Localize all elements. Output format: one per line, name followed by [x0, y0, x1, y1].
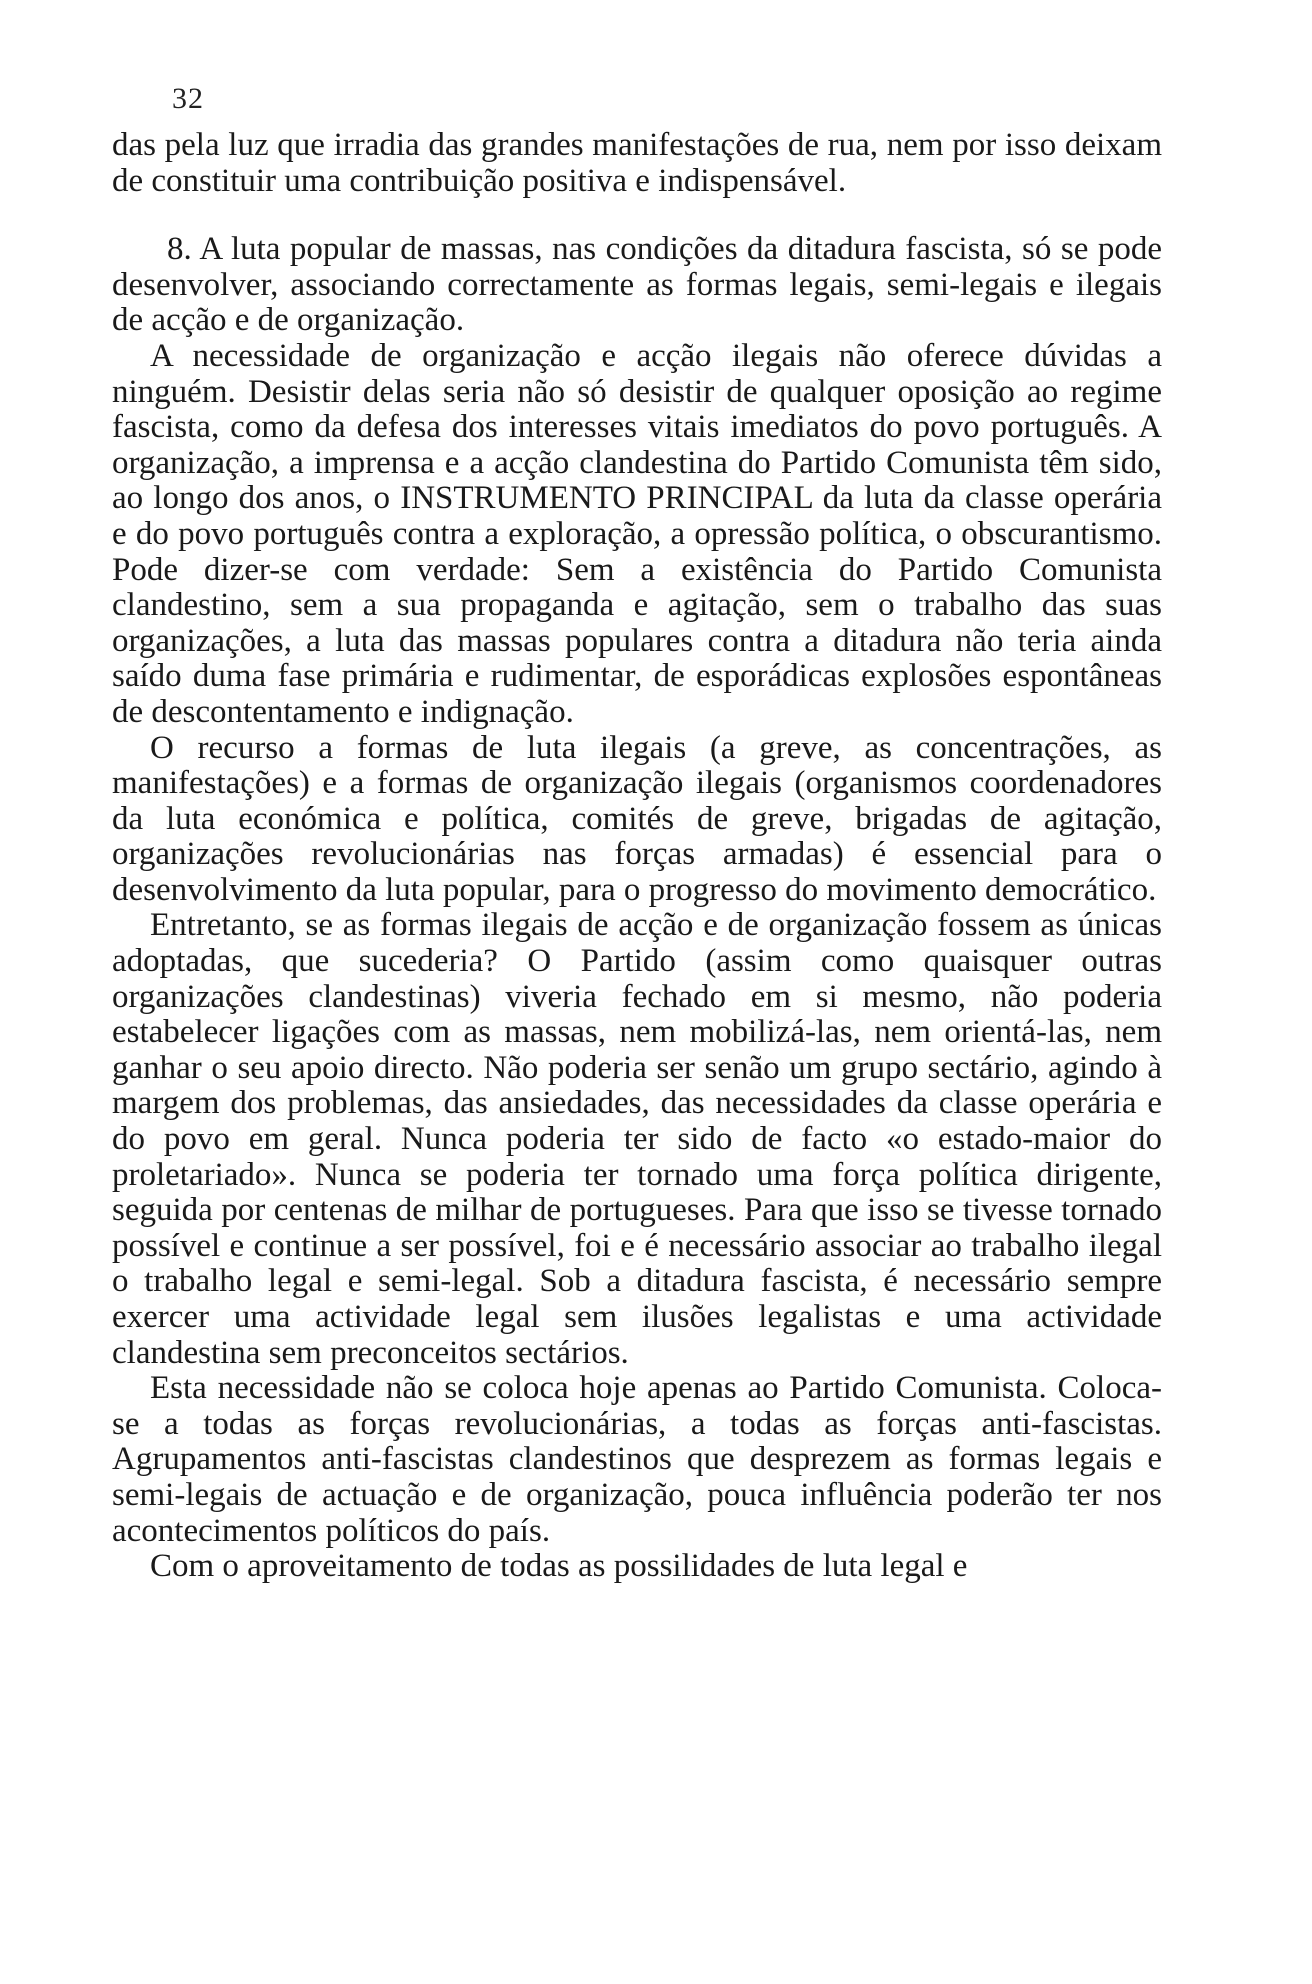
paragraph-section-8: 8. A luta popular de massas, nas condições da ditadura fascista, só se pode desenvolver, associando correctamente as formas legais, semi-legais e ilegais de acção e de organização.: [112, 231, 1162, 339]
paragraph-continuation: das pela luz que irradia das grandes manifestações de rua, nem por isso deixam de constituir uma contribuição positiva e indispensável.: [112, 127, 1162, 199]
paragraph-necessity: Esta necessidade não se coloca hoje apenas ao Partido Comunista. Coloca-se a todas as forças revolucionárias, a todas as forças anti-fascistas. Agrupamentos anti-fascistas clandestinos que desprezem as formas legais e semi-legais de actuação e de organização, pouca influência poderão ter nos acontecimentos políticos do país.: [112, 1370, 1162, 1549]
body-text: [112, 128, 1162, 1585]
paragraph-however: Entretanto, se as formas ilegais de acção e de organização fossem as únicas adoptadas, que sucederia? O Partido (assim como quaisquer outras organizações clandestinas) viveria fechado em si mesmo, não poderia estabelecer ligações com as massas, nem mobilizá-las, nem orientá-las, nem ganhar o seu apoio directo. Não poderia ser senão um grupo sectário, agindo à margem dos problemas, das ansiedades, das necessidades da classe operária e do povo em geral. Nunca poderia ter sido de facto «o estado-maior do proletariado». Nunca se poderia ter tornado uma força política dirigente, seguida por centenas de milhar de portugueses. Para que isso se tivesse tornado possível e continue a ser possível, foi e é necessário associar ao trabalho ilegal o trabalho legal e semi-legal. Sob a ditadura fascista, é necessário sempre exercer uma actividade legal sem ilusões legalistas e uma actividade clandestina sem preconceitos sectários.: [112, 907, 1162, 1371]
paragraph-illegal-forms: O recurso a formas de luta ilegais (a greve, as concentrações, as manifestações) e a formas de organização ilegais (organismos coordenadores da luta económica e política, comités de greve, brigadas de agitação, organizações revolucionárias nas forças armadas) é essencial para o desenvolvimento da luta popular, para o progresso do movimento democrático.: [112, 729, 1162, 908]
paragraph-final-line: Com o aproveitamento de todas as possilidades de luta legal e: [150, 1548, 968, 1585]
paragraph-illegal-organization: A necessidade de organização e acção ilegais não oferece dúvidas a ninguém. Desistir delas seria não só desistir de qualquer oposição ao regime fascista, como da defesa dos interesses vitais imediatos do povo português. A organização, a imprensa e a acção clandestina do Partido Comunista têm sido, ao longo dos anos, o INSTRUMENTO PRINCIPAL da luta da classe operária e do povo português contra a exploração, a opressão política, o obscurantismo. Pode dizer-se com verdade: Sem a existência do Partido Comunista clandestino, sem a sua propaganda e agitação, sem o trabalho das suas organizações, a luta das massas populares contra a ditadura não teria ainda saído duma fase primária e rudimentar, de esporádicas explosões espontâneas de descontentamento e indignação.: [112, 337, 1162, 730]
page-number: 32: [172, 82, 204, 115]
